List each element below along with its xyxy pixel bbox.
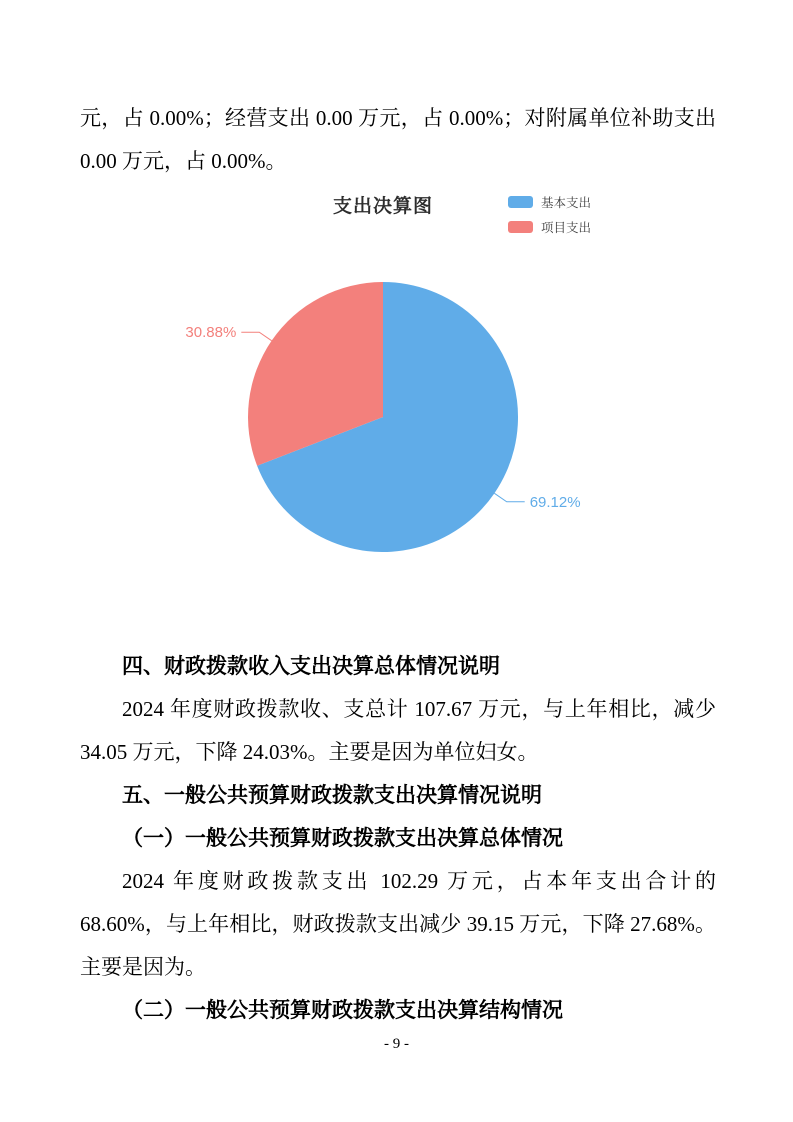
pie-label-leader-line bbox=[241, 332, 271, 341]
pie-percent-label: 69.12% bbox=[529, 493, 581, 511]
page-number: - 9 - bbox=[384, 1036, 409, 1052]
continuation-paragraph: 元，占 0.00%；经营支出 0.00 万元，占 0.00%；对附属单位补助支出 0.00 万元，占 0.00%。 bbox=[80, 106, 716, 173]
section-heading: 四、财政拨款收入支出决算总体情况说明 bbox=[122, 655, 500, 678]
body-paragraph: 2024 年度财政拨款支出 102.29 万元，占本年支出合计的68.60%，与上年相比，财政拨款支出减少 39.15 万元，下降 27.68%。主要是因为。 bbox=[80, 869, 716, 979]
expenditure-pie-chart bbox=[0, 180, 793, 625]
pie-percent-label: 30.88% bbox=[185, 324, 237, 342]
legend-label: 基本支出 bbox=[541, 196, 592, 210]
pie-plot bbox=[0, 180, 793, 625]
document-body bbox=[80, 645, 716, 1032]
chart-title: 支出决算图 bbox=[332, 196, 433, 217]
body-paragraph: 2024 年度财政拨款收、支总计 107.67 万元，与上年相比，减少 34.05 万元，下降 24.03%。主要是因为单位妇女。 bbox=[80, 697, 716, 764]
legend-label: 项目支出 bbox=[541, 221, 592, 235]
section-heading: 五、一般公共预算财政拨款支出决算情况说明 bbox=[122, 784, 542, 807]
section-heading: （二）一般公共预算财政拨款支出决算结构情况 bbox=[122, 999, 563, 1022]
section-heading: （一）一般公共预算财政拨款支出决算总体情况 bbox=[122, 827, 563, 850]
pie-label-leader-line bbox=[494, 493, 524, 502]
